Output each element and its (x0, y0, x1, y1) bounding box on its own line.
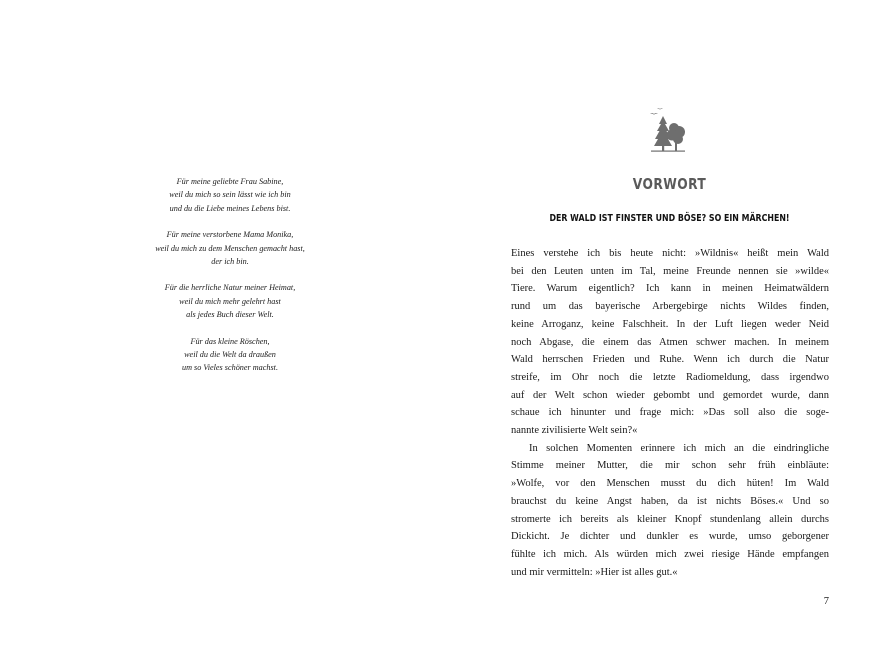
dedication-stanza (120, 175, 340, 215)
dedication-stanza (120, 281, 340, 321)
dedication-line: weil du mich zu dem Menschen gemacht hast, (155, 243, 305, 253)
dedication-line: und du die Liebe meines Lebens bist. (169, 203, 291, 213)
body-text (511, 245, 829, 581)
forest-tree-icon (641, 108, 691, 154)
chapter-subtitle: DER WALD IST FINSTER UND BÖSE? SO EIN MÄRCHEN! (549, 213, 790, 224)
body-line: bei den Leuten unten im Tal, meine Freunde nennen sie »wilde« (511, 265, 829, 277)
dedication-line: weil du die Welt da draußen (184, 350, 276, 360)
body-line: noch Abgase, die einem das Atmen schwer machen. In meinem (511, 336, 829, 348)
dedication-stanza (120, 228, 340, 268)
body-line: brauchst du keine Angst haben, da ist nichts Böses.« Und so (511, 495, 829, 507)
body-line: keine Arroganz, keine Falschheit. In der Luft liegen weder Neid (511, 318, 829, 330)
dedication (120, 175, 340, 388)
body-line: Tiere. Warum eigentlich? Ich kann in meinen Heimatwäldern (511, 283, 829, 295)
body-line: stromerte ich bereits als kleiner Knopf stundenlang allein durchs (511, 513, 829, 525)
body-line: Wald herrschen Frieden und Ruhe. Wenn ich durch die Natur (511, 354, 829, 366)
body-line: »Wolfe, vor den Menschen musst du dich hüten! Im Wald (511, 478, 829, 490)
body-line: und mir vermitteln: »Hier ist alles gut.« (511, 566, 678, 578)
body-line: schaue ich hinunter und frage mich: »Das soll also die soge- (511, 407, 829, 419)
body-line: Dickicht. Je dichter und dunkler es wurde, umso geborgener (511, 531, 829, 543)
body-line: Eines verstehe ich bis heute nicht: »Wildnis« heißt mein Wald (511, 248, 829, 259)
right-page (447, 0, 895, 648)
dedication-line: weil du mich so sein lässt wie ich bin (169, 190, 291, 200)
dedication-stanza (120, 335, 340, 375)
dedication-line: der ich bin. (211, 257, 249, 267)
body-line: In solchen Momenten erinnere ich mich an die eindringliche (529, 442, 829, 454)
body-line: fühlte ich mich. Als würden mich zwei riesige Hände empfangen (511, 548, 829, 560)
dedication-line: als jedes Buch dieser Welt. (186, 310, 274, 320)
dedication-line: Für meine geliebte Frau Sabine, (176, 177, 284, 186)
dedication-line: Für das kleine Röschen, (190, 336, 270, 346)
page-number: 7 (823, 596, 829, 607)
body-line: streife, im Ohr noch die letzte Radiomeldung, dass irgendwo (511, 371, 829, 383)
chapter-title: VORWORT (632, 175, 707, 193)
dedication-line: Für die herrliche Natur meiner Heimat, (164, 283, 296, 293)
body-line: nannte zivilisierte Welt sein?« (511, 425, 638, 437)
body-line: Stimme meiner Mutter, die mir schon sehr früh einbläute: (511, 460, 829, 472)
dedication-line: weil du mich mehr gelehrt hast (179, 296, 281, 306)
dedication-line: Für meine verstorbene Mama Monika, (166, 230, 294, 240)
left-page (0, 0, 447, 648)
body-line: auf der Welt schon wieder gebombt und gemordet wurde, dann (511, 389, 829, 401)
body-line: rund um das bayerische Arbergebirge nichts Wildes finden, (511, 301, 829, 313)
dedication-line: um so Vieles schöner machst. (181, 363, 279, 373)
